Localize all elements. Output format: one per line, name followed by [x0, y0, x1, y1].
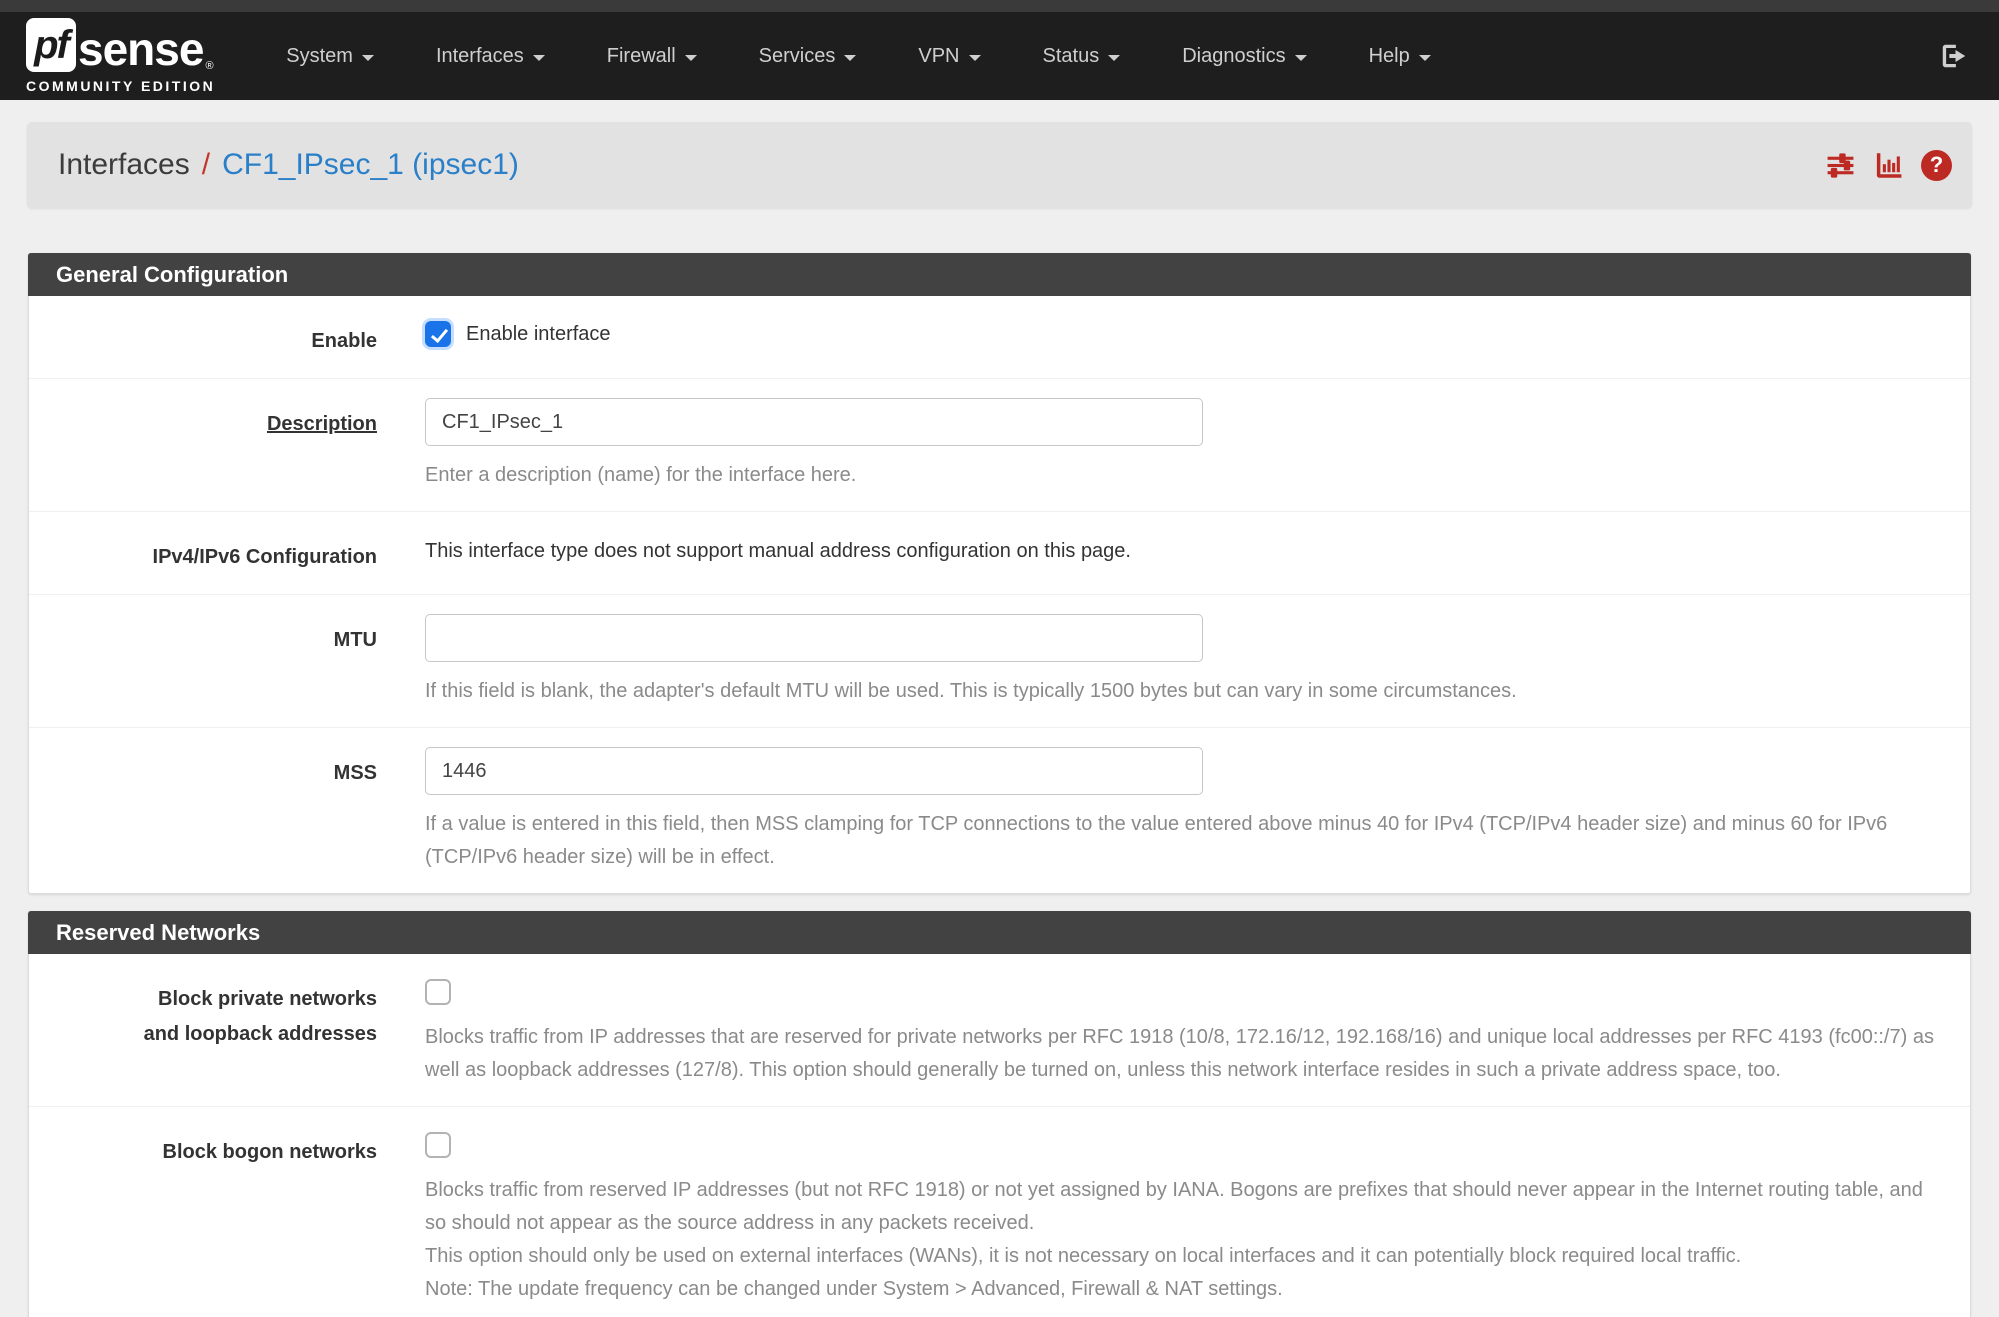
page-header [27, 122, 1972, 208]
ip-configuration-label: IPv4/IPv6 Configuration [152, 546, 377, 568]
mtu-help-text: If this field is blank, the adapter's default MTU will be used. This is typically 1500 bytes but can vary in some circumstances. [425, 680, 1517, 702]
enable-label: Enable [311, 330, 377, 352]
chevron-down-icon [533, 55, 545, 61]
chevron-down-icon [1108, 55, 1120, 61]
chevron-down-icon [362, 55, 374, 61]
nav-item-vpn[interactable]: VPN [887, 12, 1011, 100]
mss-input[interactable] [425, 747, 1203, 795]
mtu-input[interactable] [425, 614, 1203, 662]
navbar-menu [255, 12, 1939, 100]
chevron-down-icon [844, 55, 856, 61]
enable-interface-checkbox[interactable] [425, 321, 451, 347]
panel-title: Reserved Networks [28, 911, 1971, 954]
block-private-row [29, 954, 1970, 1107]
block-private-help-text: Blocks traffic from IP addresses that are reserved for private networks per RFC 1918 (10/8, 172.16/12, 192.168/16) and unique local addresses per RFC 4193 (fc00::/7) as well as loopback addresses (127/8). This option should generally be turned on, unless this network interface resides in such a private address space, too. [425, 1026, 1934, 1081]
block-bogon-checkbox[interactable] [425, 1132, 451, 1158]
chevron-down-icon [1295, 55, 1307, 61]
general-configuration-panel [28, 253, 1971, 894]
nav-item-help[interactable]: Help [1338, 12, 1462, 100]
sign-out-icon[interactable] [1939, 41, 1969, 71]
nav-item-diagnostics[interactable]: Diagnostics [1151, 12, 1337, 100]
chevron-down-icon [685, 55, 697, 61]
chevron-down-icon [1419, 55, 1431, 61]
description-label: Description [266, 413, 377, 435]
window-top-strip [0, 0, 1999, 12]
registered-mark: ® [205, 60, 214, 72]
breadcrumb [58, 148, 519, 182]
chevron-down-icon [969, 55, 981, 61]
enable-interface-checkbox-label[interactable]: Enable interface [466, 322, 611, 345]
pfsense-logo[interactable] [26, 18, 215, 94]
ip-configuration-text: This interface type does not support manual address configuration on this page. [425, 540, 1131, 562]
mss-help-text: If a value is entered in this field, then MSS clamping for TCP connections to the value entered above minus 40 for IPv4 (TCP/IPv4 header size) and minus 60 for IPv6 (TCP/IPv6 header size) will be in effect. [425, 813, 1888, 868]
block-bogon-help-text: Blocks traffic from reserved IP addresses (but not RFC 1918) or not yet assigned by IANA. Bogons are prefixes that should never appear in the Internet routing table, and so should not appear as the source address in any packets received. This option should only be used on external interfaces (WANs), it is not necessary on local interfaces and it can potentially block required local traffic. Note: The update frequency can be changed under System > Advanced, Firewall & NAT settings. [425, 1179, 1923, 1300]
pf-logo-box [26, 18, 76, 72]
nav-item-interfaces[interactable]: Interfaces [405, 12, 576, 100]
nav-item-system[interactable]: System [255, 12, 405, 100]
main-navbar [0, 12, 1999, 100]
reserved-networks-panel [28, 911, 1971, 1317]
bar-chart-icon[interactable] [1873, 150, 1904, 181]
mss-row [29, 728, 1970, 893]
sliders-icon[interactable] [1825, 150, 1856, 181]
nav-item-status[interactable]: Status [1012, 12, 1152, 100]
description-row [29, 379, 1970, 512]
description-help-text: Enter a description (name) for the interface here. [425, 464, 857, 486]
block-private-checkbox[interactable] [425, 979, 451, 1005]
block-bogon-row [29, 1107, 1970, 1317]
pf-logo-text: pf [34, 22, 68, 67]
panel-title: General Configuration [28, 253, 1971, 296]
mss-label: MSS [333, 762, 377, 784]
help-circle-icon[interactable]: ? [1921, 150, 1952, 181]
community-edition-label: COMMUNITY EDITION [26, 78, 216, 94]
mtu-row [29, 595, 1970, 728]
ip-configuration-row [29, 512, 1970, 595]
breadcrumb-section[interactable]: Interfaces [58, 148, 190, 181]
enable-row [29, 296, 1970, 379]
breadcrumb-page-link[interactable]: CF1_IPsec_1 (ipsec1) [222, 148, 519, 181]
nav-item-firewall[interactable]: Firewall [576, 12, 728, 100]
description-input[interactable] [425, 398, 1203, 446]
sense-logo-text: sense [78, 23, 204, 75]
mtu-label: MTU [333, 629, 377, 651]
breadcrumb-separator: / [201, 148, 211, 181]
nav-item-services[interactable]: Services [728, 12, 888, 100]
block-private-label: Block private networks and loopback addresses [143, 988, 377, 1045]
block-bogon-label: Block bogon networks [162, 1141, 377, 1163]
